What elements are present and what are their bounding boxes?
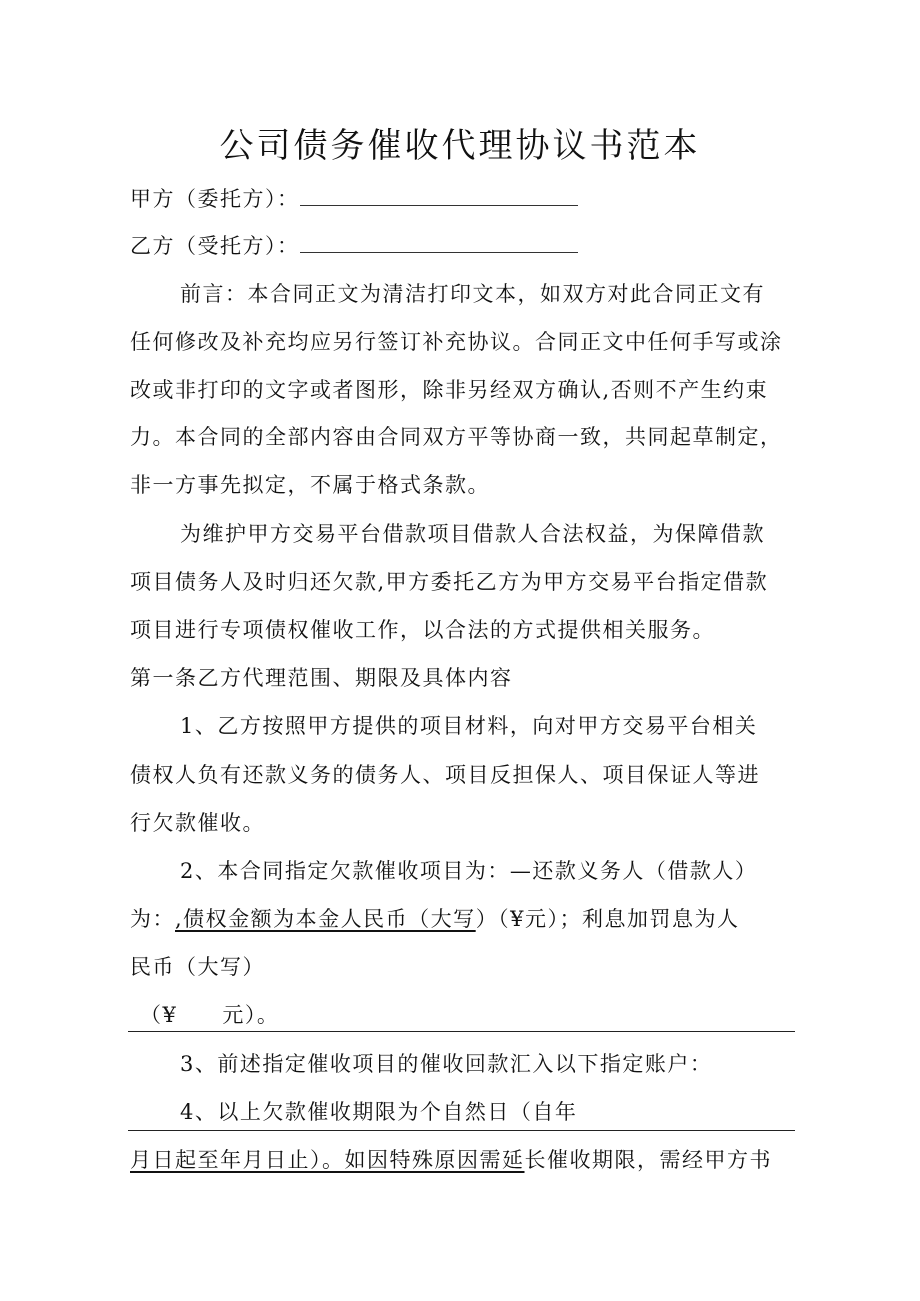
item4-suffix: 长催收期限，需经甲方书	[524, 1148, 772, 1172]
party-a-line	[130, 183, 578, 213]
purpose-line: 为维护甲方交易平台借款项目借款人合法权益，为保障借款	[180, 522, 765, 546]
item2-prefix: 为：	[130, 907, 175, 931]
article1-heading: 第一条乙方代理范围、期限及具体内容	[130, 666, 513, 690]
item2-underlined-text: ,债权金额为本金人民币（大写	[175, 907, 476, 931]
preface-line: 改或非打印的文字或者图形，除非另经双方确认,否则不产生约束	[130, 378, 769, 402]
horizontal-rule	[128, 1130, 795, 1131]
document-title: 公司债务催收代理协议书范本	[219, 126, 701, 166]
item2-suffix: ）（¥元）；利息加罚息为人	[475, 907, 740, 931]
purpose-line: 项目进行专项债权催收工作，以合法的方式提供相关服务。	[130, 618, 715, 642]
party-a-blank	[300, 185, 578, 206]
preface-line: 非一方事先拟定，不属于格式条款。	[130, 473, 490, 497]
item1-line: 债权人负有还款义务的债务人、项目反担保人、项目保证人等进	[130, 763, 760, 787]
item4-line: 4、以上欠款催收期限为个自然日（自年	[180, 1100, 578, 1124]
party-a-label: 甲方（委托方）：	[130, 187, 300, 211]
item3-line: 3、前述指定催收项目的催收回款汇入以下指定账户：	[180, 1052, 713, 1076]
party-b-label: 乙方（受托方）：	[130, 234, 300, 258]
preface-line: 前言：本合同正文为清洁打印文本，如双方对此合同正文有	[180, 282, 765, 306]
item1-line: 1、乙方按照甲方提供的项目材料，向对甲方交易平台相关	[180, 714, 758, 738]
item2-line: 民币（大写）	[130, 955, 265, 979]
item4-underlined-text: 月日起至年月日止）。如因特殊原因需延	[130, 1148, 525, 1172]
item1-line: 行欠款催收。	[130, 811, 265, 835]
party-b-line	[130, 230, 578, 260]
item2-line	[130, 903, 740, 933]
item2-line: 2、本合同指定欠款催收项目为：—还款义务人（借款人）	[180, 859, 758, 883]
party-b-blank	[300, 232, 578, 253]
purpose-line: 项目债务人及时归还欠款,甲方委托乙方为甲方交易平台指定借款	[130, 570, 769, 594]
horizontal-rule	[128, 1031, 795, 1032]
item2-line: （¥ 元）。	[140, 1003, 280, 1027]
item4-line	[130, 1144, 772, 1174]
preface-line: 力。本合同的全部内容由合同双方平等协商一致，共同起草制定，	[130, 425, 783, 449]
preface-line: 任何修改及补充均应另行签订补充协议。合同正文中任何手写或涂	[130, 330, 783, 354]
